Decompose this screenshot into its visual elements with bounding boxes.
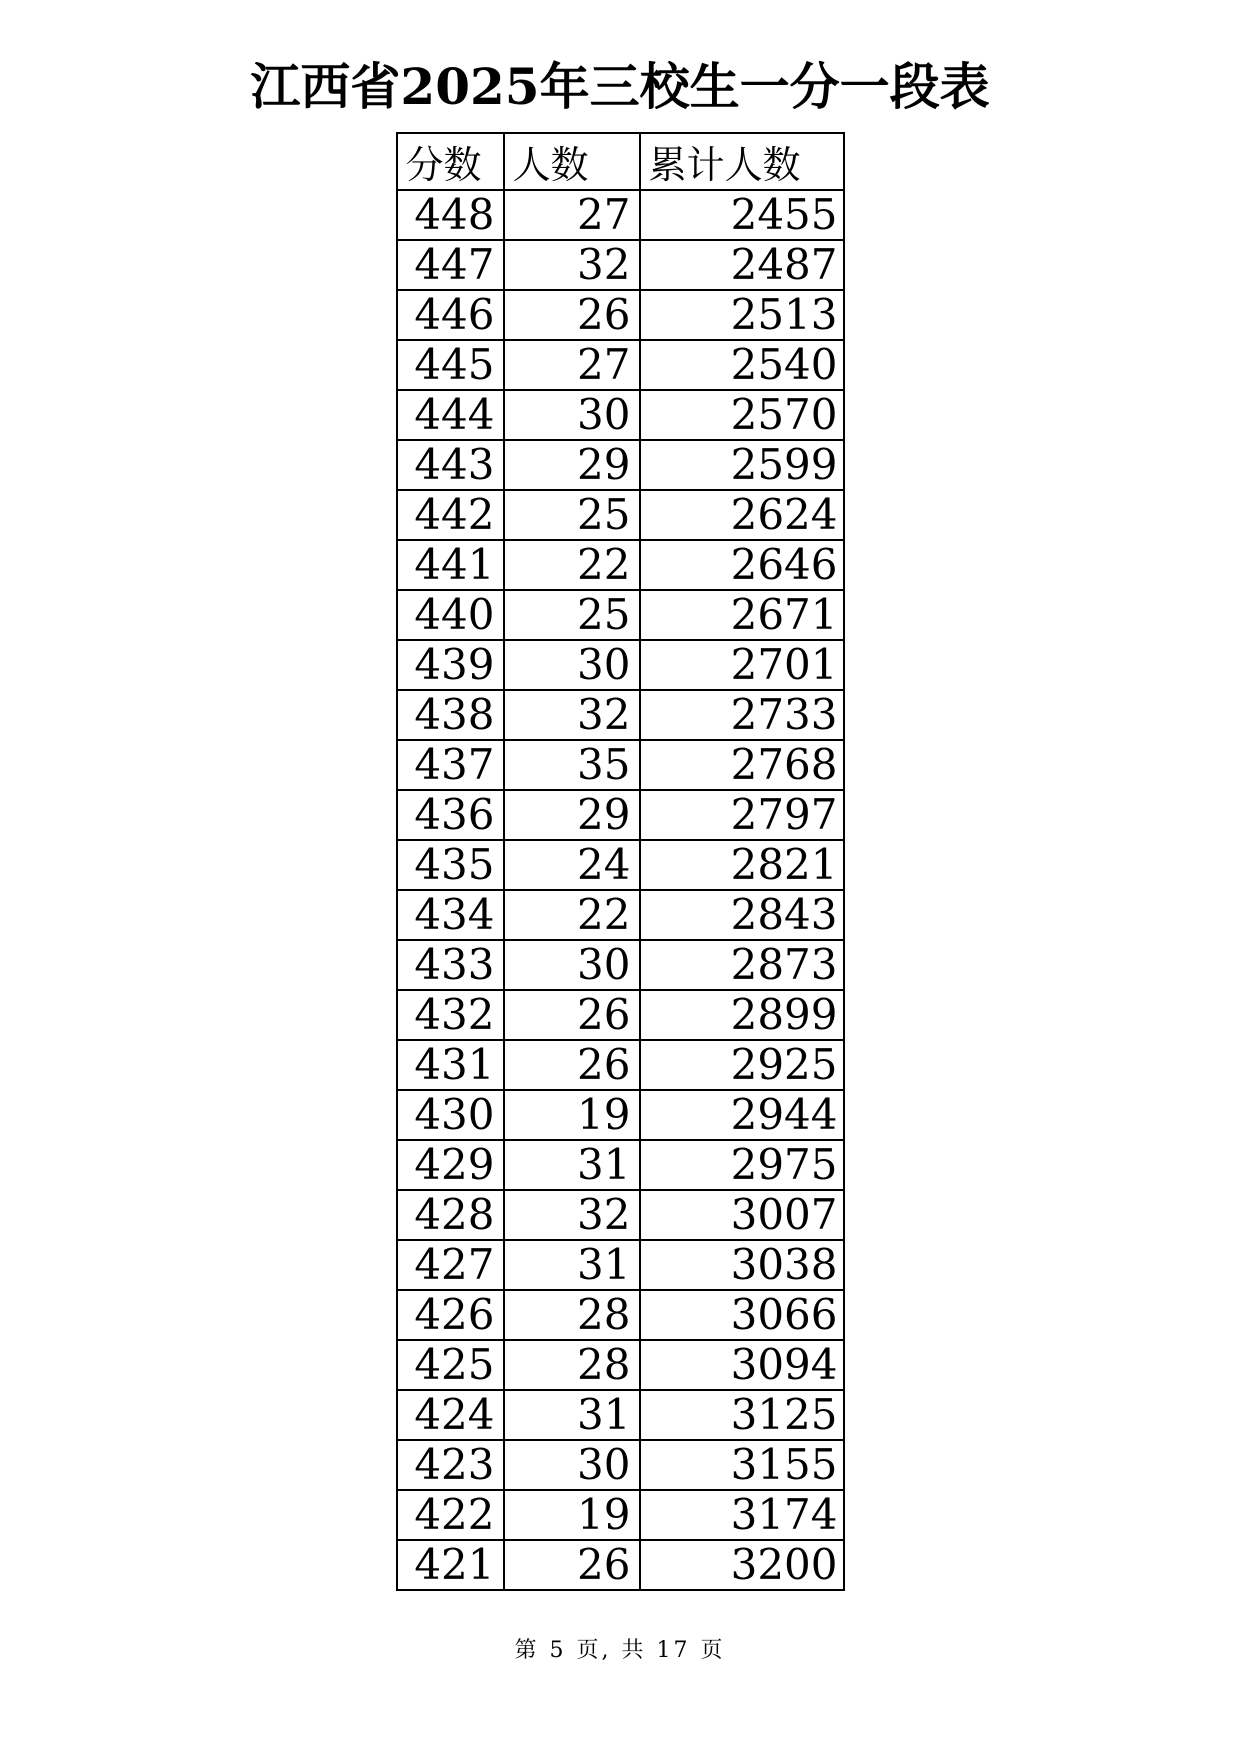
score-cell: 431: [397, 1040, 504, 1090]
table-row: [397, 1290, 844, 1340]
count-cell: 26: [504, 1540, 640, 1590]
score-cell: 447: [397, 240, 504, 290]
count-cell: 30: [504, 640, 640, 690]
cumulative-cell: 3066: [640, 1290, 844, 1340]
table-row: [397, 290, 844, 340]
score-cell: 443: [397, 440, 504, 490]
table-row: [397, 1390, 844, 1440]
count-cell: 26: [504, 990, 640, 1040]
count-cell: 27: [504, 340, 640, 390]
count-cell: 31: [504, 1240, 640, 1290]
cumulative-cell: 2797: [640, 790, 844, 840]
table-header-row: [397, 133, 844, 190]
table-row: [397, 1490, 844, 1540]
cumulative-cell: 2843: [640, 890, 844, 940]
score-cell: 448: [397, 190, 504, 240]
page-footer: 第 5 页, 共 17 页: [514, 1637, 726, 1663]
count-cell: 25: [504, 490, 640, 540]
cumulative-cell: 3094: [640, 1340, 844, 1390]
table-row: [397, 440, 844, 490]
count-cell: 22: [504, 890, 640, 940]
table-row: [397, 690, 844, 740]
score-cell: 440: [397, 590, 504, 640]
cumulative-cell: 2624: [640, 490, 844, 540]
score-cell: 427: [397, 1240, 504, 1290]
count-cell: 28: [504, 1290, 640, 1340]
cumulative-cell: 2873: [640, 940, 844, 990]
cumulative-cell: 2646: [640, 540, 844, 590]
count-cell: 29: [504, 790, 640, 840]
table-row: [397, 1240, 844, 1290]
cumulative-cell: 3007: [640, 1190, 844, 1240]
count-cell: 19: [504, 1090, 640, 1140]
table-row: [397, 1340, 844, 1390]
score-cell: 436: [397, 790, 504, 840]
cumulative-cell: 3174: [640, 1490, 844, 1540]
table-row: [397, 940, 844, 990]
cumulative-cell: 2570: [640, 390, 844, 440]
cumulative-cell: 2540: [640, 340, 844, 390]
header-count: 人数: [504, 133, 640, 190]
cumulative-cell: 2513: [640, 290, 844, 340]
table-row: [397, 790, 844, 840]
cumulative-cell: 2701: [640, 640, 844, 690]
table-row: [397, 190, 844, 240]
count-cell: 25: [504, 590, 640, 640]
score-cell: 430: [397, 1090, 504, 1140]
count-cell: 32: [504, 690, 640, 740]
table-row: [397, 890, 844, 940]
table-row: [397, 490, 844, 540]
score-cell: 441: [397, 540, 504, 590]
cumulative-cell: 3038: [640, 1240, 844, 1290]
page-title: 江西省2025年三校生一分一段表: [250, 57, 990, 116]
table-row: [397, 840, 844, 890]
cumulative-cell: 2821: [640, 840, 844, 890]
cumulative-cell: 2925: [640, 1040, 844, 1090]
score-cell: 444: [397, 390, 504, 440]
table-row: [397, 640, 844, 690]
score-cell: 422: [397, 1490, 504, 1540]
score-cell: 426: [397, 1290, 504, 1340]
table-row: [397, 1440, 844, 1490]
header-cumulative: 累计人数: [640, 133, 844, 190]
table-row: [397, 240, 844, 290]
cumulative-cell: 3200: [640, 1540, 844, 1590]
score-cell: 432: [397, 990, 504, 1040]
count-cell: 30: [504, 1440, 640, 1490]
score-cell: 423: [397, 1440, 504, 1490]
table-row: [397, 1090, 844, 1140]
cumulative-cell: 2768: [640, 740, 844, 790]
score-cell: 439: [397, 640, 504, 690]
count-cell: 32: [504, 240, 640, 290]
cumulative-cell: 2944: [640, 1090, 844, 1140]
count-cell: 30: [504, 390, 640, 440]
score-cell: 442: [397, 490, 504, 540]
count-cell: 28: [504, 1340, 640, 1390]
table-row: [397, 590, 844, 640]
table-row: [397, 990, 844, 1040]
cumulative-cell: 2733: [640, 690, 844, 740]
header-score: 分数: [397, 133, 504, 190]
score-cell: 445: [397, 340, 504, 390]
cumulative-cell: 2487: [640, 240, 844, 290]
count-cell: 19: [504, 1490, 640, 1540]
score-cell: 428: [397, 1190, 504, 1240]
score-cell: 446: [397, 290, 504, 340]
score-cell: 424: [397, 1390, 504, 1440]
table-row: [397, 540, 844, 590]
count-cell: 26: [504, 1040, 640, 1090]
score-cell: 433: [397, 940, 504, 990]
table-row: [397, 1190, 844, 1240]
score-table: [396, 132, 845, 1591]
cumulative-cell: 2899: [640, 990, 844, 1040]
count-cell: 26: [504, 290, 640, 340]
count-cell: 30: [504, 940, 640, 990]
cumulative-cell: 2599: [640, 440, 844, 490]
score-cell: 425: [397, 1340, 504, 1390]
count-cell: 27: [504, 190, 640, 240]
cumulative-cell: 2455: [640, 190, 844, 240]
count-cell: 32: [504, 1190, 640, 1240]
cumulative-cell: 3155: [640, 1440, 844, 1490]
score-cell: 438: [397, 690, 504, 740]
cumulative-cell: 2975: [640, 1140, 844, 1190]
score-cell: 434: [397, 890, 504, 940]
cumulative-cell: 2671: [640, 590, 844, 640]
table-row: [397, 1540, 844, 1590]
table-row: [397, 1140, 844, 1190]
count-cell: 35: [504, 740, 640, 790]
score-cell: 437: [397, 740, 504, 790]
count-cell: 31: [504, 1140, 640, 1190]
cumulative-cell: 3125: [640, 1390, 844, 1440]
count-cell: 29: [504, 440, 640, 490]
score-cell: 435: [397, 840, 504, 890]
score-cell: 421: [397, 1540, 504, 1590]
count-cell: 22: [504, 540, 640, 590]
count-cell: 31: [504, 1390, 640, 1440]
table-row: [397, 740, 844, 790]
score-cell: 429: [397, 1140, 504, 1190]
table-row: [397, 390, 844, 440]
table-row: [397, 340, 844, 390]
table-row: [397, 1040, 844, 1090]
count-cell: 24: [504, 840, 640, 890]
